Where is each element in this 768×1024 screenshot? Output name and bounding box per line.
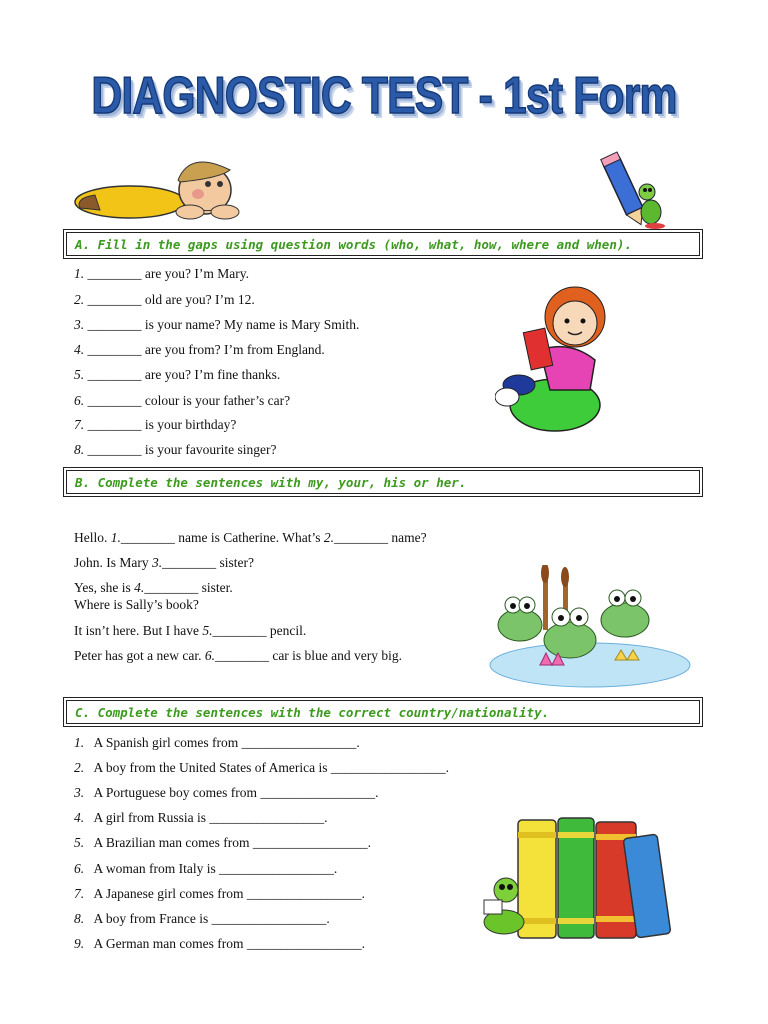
sentence-line: Where is Sally’s book? [74,597,199,612]
list-item: 4. A girl from Russia is _________________. [74,810,328,825]
section-b-header: B. Complete the sentences with my, your, his or her. [66,470,700,494]
sentence-line: Hello. 1.________ name is Catherine. What’s 2.________ name? [74,530,427,545]
list-item: 6. ________ colour is your father’s car? [74,393,291,408]
list-item: 2. A boy from the United States of America is _________________. [74,760,449,775]
section-c-header: C. Complete the sentences with the correct country/nationality. [66,700,700,724]
list-item: 7. ________ is your birthday? [74,417,237,432]
sentence-line: Peter has got a new car. 6.________ car is blue and very big. [74,648,403,663]
frogs-illustration [485,565,695,690]
sentence-line: Yes, she is 4.________ sister. [74,580,233,595]
list-item: 1. A Spanish girl comes from _________________. [74,735,360,750]
sentence-line: John. Is Mary 3.________ sister? [74,555,254,570]
sentence-line: It isn’t here. But I have 5.________ pencil. [74,623,307,638]
list-item: 3. A Portuguese boy comes from _________________. [74,785,379,800]
girl-reading-illustration [495,285,615,435]
dwarf-illustration [70,150,240,225]
books-caterpillar-illustration [478,812,683,942]
list-item: 1. ________ are you? I’m Mary. [74,266,249,281]
list-item: 2. ________ old are you? I’m 12. [74,292,255,307]
list-item: 9. A German man comes from _________________. [74,936,365,951]
pencil-caterpillar-illustration [595,148,670,230]
list-item: 3. ________ is your name? My name is Mary Smith. [74,317,360,332]
list-item: 7. A Japanese girl comes from _________________. [74,886,365,901]
list-item: 8. A boy from France is _________________. [74,911,330,926]
list-item: 6. A woman from Italy is _________________. [74,861,338,876]
list-item: 4. ________ are you from? I’m from England. [74,342,325,357]
list-item: 5. ________ are you? I’m fine thanks. [74,367,281,382]
page-title: DIAGNOSTIC TEST - 1st Form [91,67,677,125]
list-item: 5. A Brazilian man comes from _________________. [74,835,371,850]
list-item: 8. ________ is your favourite singer? [74,442,277,457]
section-a-header: A. Fill in the gaps using question words (who, what, how, where and when). [66,232,700,256]
